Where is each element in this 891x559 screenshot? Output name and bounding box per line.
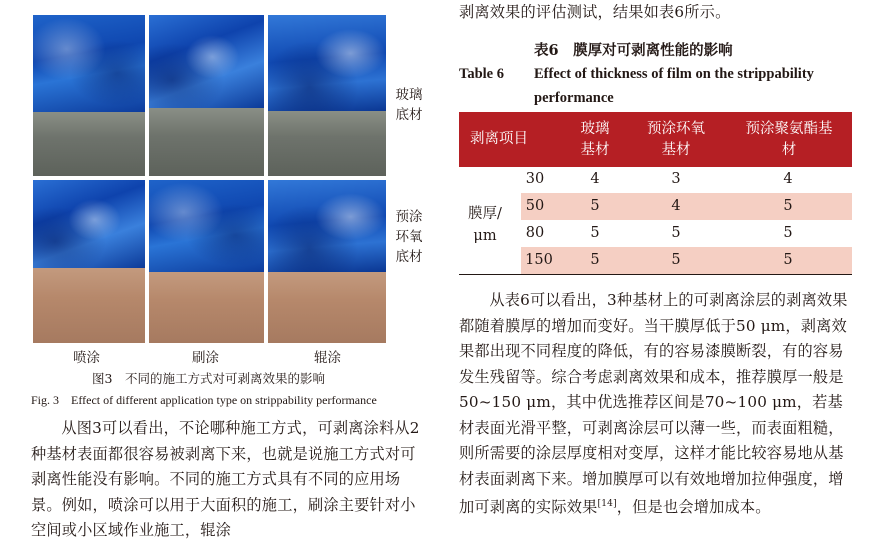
cell-glass: 5: [590, 225, 600, 241]
right-paragraph-text: 从表6可以看出，3种基材上的可剥离涂层的剥离效果都随着膜厚的增加而变好。当干膜厚低于50 μm，剥离效果都出现不同程度的降低，有的容易漆膜断裂，有的容易发生残留等。综合考虑剥离效果和成本，推荐膜厚一般是50~150 μm，其中优选推荐区间是70~100 μm，若基材表面光滑平整，可剥离涂层可以薄一些，而表面粗糙，则所需要的涂层厚度相对变厚，这样才能比较容易地从基材表面剥离下来。增加膜厚可以有效地增加拉伸强度，增加可剥离的实际效果: [459, 291, 848, 517]
photo-spray-epoxy: [33, 180, 145, 343]
table-caption-en-label: Table 6: [459, 66, 504, 82]
cell-pu: 4: [783, 171, 793, 187]
right-paragraph-end: ，但是也会增加成本。: [616, 498, 771, 517]
cell-thickness: 80: [525, 225, 545, 241]
right-paragraph: [459, 288, 855, 521]
row-label-epoxy: 预涂环氧底材: [395, 209, 423, 265]
row-group-label: 膜厚/μm: [468, 206, 502, 244]
left-paragraph: 从图3可以看出，不论哪种施工方式，可剥离涂料从2种基材表面都很容易被剥离下来，也就是说施工方式对可剥离性能没有影响。不同的施工方式具有不同的应用场景。例如，喷涂可以用于大面积的施工，刷涂主要针对小空间或小区域作业施工，辊涂: [31, 419, 420, 539]
cell-thickness: 150: [525, 252, 553, 268]
cell-pu: 5: [783, 198, 793, 214]
table-caption-en: Effect of thickness of film on the strippability performance: [534, 66, 814, 106]
header-glass: 玻璃基材: [580, 121, 610, 158]
photo-brush-glass: [149, 15, 264, 176]
header-pu: 预涂聚氨酯基材: [745, 121, 833, 158]
cell-pu: 5: [783, 225, 793, 241]
cell-epoxy: 5: [671, 225, 681, 241]
table-caption-cn: 表6 膜厚对可剥离性能的影响: [534, 42, 733, 59]
row-label-glass: 玻璃底材: [395, 87, 423, 123]
cell-glass: 5: [590, 252, 600, 268]
top-line: 剥离效果的评估测试，结果如表6所示。: [459, 3, 731, 21]
citation-ref[interactable]: [14]: [597, 499, 617, 509]
cell-pu: 5: [783, 252, 793, 268]
photo-spray-glass: [33, 15, 145, 176]
header-epoxy: 预涂环氧基材: [647, 121, 705, 158]
cell-glass: 4: [590, 171, 600, 187]
photo-brush-epoxy: [149, 180, 264, 343]
method-brush: 刷涂: [192, 350, 219, 366]
header-item: 剥离项目: [470, 131, 528, 147]
method-spray: 喷涂: [73, 350, 100, 366]
figure-caption-en: Fig. 3 Effect of different application type on strippability performance: [31, 393, 377, 407]
table-bottom-rule: [459, 274, 852, 275]
cell-glass: 5: [590, 198, 600, 214]
cell-epoxy: 3: [671, 171, 681, 187]
photo-roll-epoxy: [268, 180, 386, 343]
cell-thickness: 50: [525, 198, 545, 214]
cell-epoxy: 4: [671, 198, 681, 214]
cell-thickness: 30: [525, 171, 545, 187]
figure-caption-cn: 图3 不同的施工方式对可剥离效果的影响: [92, 371, 325, 386]
photo-roll-glass: [268, 15, 386, 176]
cell-epoxy: 5: [671, 252, 681, 268]
method-roll: 辊涂: [314, 350, 341, 366]
